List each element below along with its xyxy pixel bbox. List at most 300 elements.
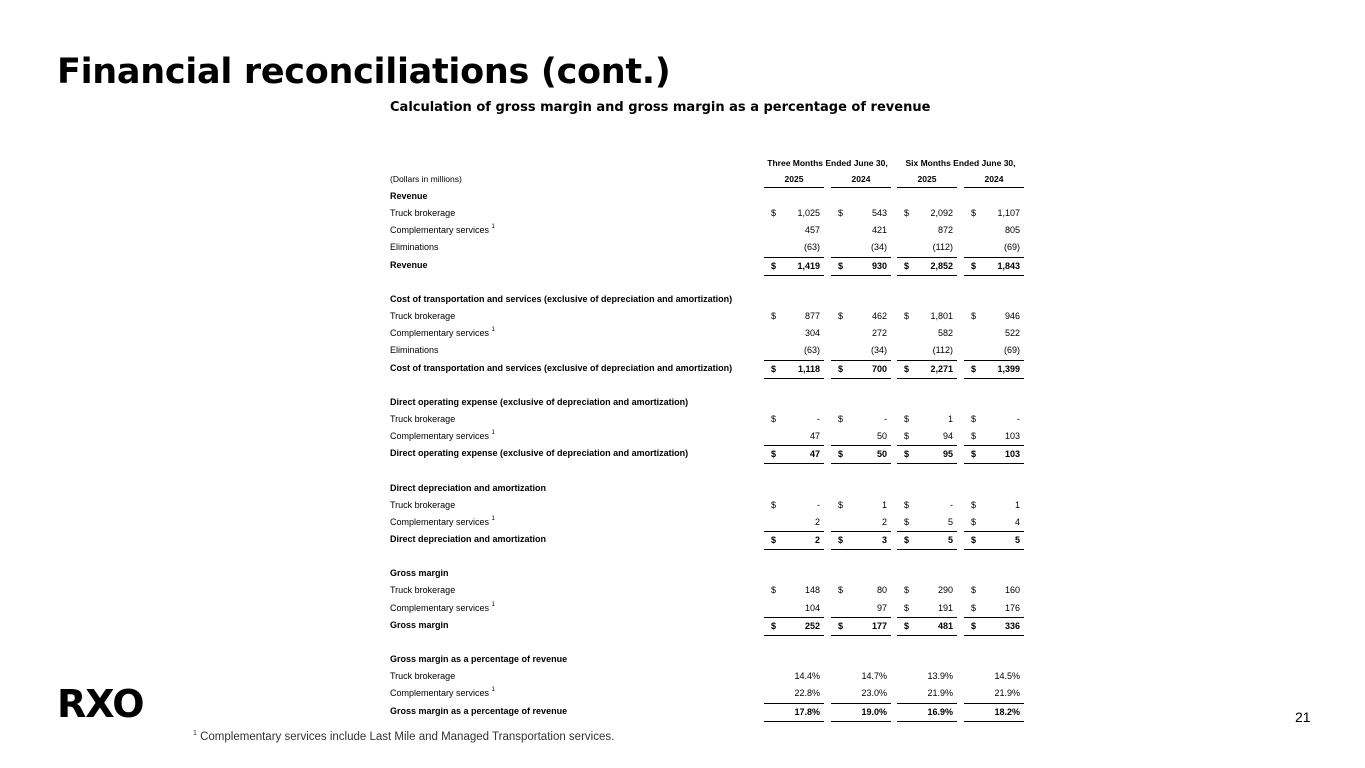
row-label-text: Complementary services xyxy=(390,328,490,339)
cell-value: 700 xyxy=(871,363,887,374)
value-cell xyxy=(964,205,1024,222)
cell-value: 543 xyxy=(871,208,887,219)
row-label xyxy=(390,428,495,445)
page-title: Financial reconciliations (cont.) xyxy=(57,52,671,92)
value-cell xyxy=(897,445,957,464)
cell-value: (112) xyxy=(932,242,953,253)
cell-value: 872 xyxy=(937,225,953,236)
cell-value: 97 xyxy=(876,602,887,613)
value-cell xyxy=(964,582,1024,599)
row-label xyxy=(390,685,495,702)
row-label xyxy=(390,703,567,720)
value-cell xyxy=(964,514,1024,531)
value-cell xyxy=(831,222,891,239)
cell-value: 1,025 xyxy=(797,208,820,219)
cell-value: 930 xyxy=(871,260,887,271)
value-cell xyxy=(964,703,1024,722)
row-label xyxy=(390,617,449,634)
footnote-ref: 1 xyxy=(491,601,495,608)
currency-symbol: $ xyxy=(838,620,844,631)
cell-value: 481 xyxy=(937,620,953,631)
currency-symbol: $ xyxy=(971,585,977,596)
value-cell xyxy=(764,582,824,599)
year-header: 2025 xyxy=(897,171,957,188)
row-label-text: Revenue xyxy=(390,191,428,201)
value-cell xyxy=(764,600,824,617)
value-cell xyxy=(964,222,1024,239)
cell-value: - xyxy=(884,413,887,424)
row-label xyxy=(390,531,546,548)
value-cell xyxy=(831,497,891,514)
value-cell xyxy=(897,497,957,514)
value-cell xyxy=(964,668,1024,685)
row-label-text: Gross margin xyxy=(390,568,449,579)
value-cell xyxy=(897,239,957,256)
row-label-text: Complementary services xyxy=(390,688,490,699)
value-cell xyxy=(831,325,891,342)
row-label xyxy=(390,480,546,497)
section-header-row xyxy=(388,651,1028,668)
currency-symbol: $ xyxy=(971,535,977,545)
currency-symbol: $ xyxy=(971,620,977,631)
cell-value: 14.4% xyxy=(794,671,820,682)
table-row xyxy=(388,668,1028,685)
row-label-text: Eliminations xyxy=(390,242,439,253)
currency-symbol: $ xyxy=(838,449,844,460)
value-cell xyxy=(831,308,891,325)
currency-symbol: $ xyxy=(971,260,977,271)
cell-value: 94 xyxy=(942,431,953,442)
value-cell xyxy=(831,685,891,702)
cell-value: 177 xyxy=(871,620,887,631)
row-label-text: Complementary services xyxy=(390,602,490,613)
row-label xyxy=(390,360,732,377)
cell-value: 47 xyxy=(809,431,820,442)
currency-symbol: $ xyxy=(904,585,910,596)
value-cell xyxy=(764,360,824,379)
value-cell xyxy=(831,600,891,617)
table-row xyxy=(388,325,1028,342)
table-row xyxy=(388,428,1028,445)
cell-value: 50 xyxy=(876,431,887,442)
row-label xyxy=(390,222,495,239)
value-cell xyxy=(964,428,1024,445)
cell-value: 457 xyxy=(804,225,820,236)
row-label-text: Revenue xyxy=(390,259,428,270)
row-label xyxy=(390,497,455,514)
row-label xyxy=(390,600,495,617)
cell-value: 5 xyxy=(947,535,953,545)
currency-symbol: $ xyxy=(838,499,844,510)
cell-value: 1,107 xyxy=(997,208,1020,219)
cell-value: 1,399 xyxy=(997,363,1020,374)
cell-value: 3 xyxy=(881,535,887,545)
currency-symbol: $ xyxy=(971,363,977,374)
currency-symbol: $ xyxy=(971,516,977,527)
currency-symbol: $ xyxy=(904,431,910,442)
table-row xyxy=(388,411,1028,428)
cell-value: 5 xyxy=(1014,535,1020,545)
value-cell xyxy=(831,360,891,379)
value-cell xyxy=(831,257,891,276)
currency-symbol: $ xyxy=(904,499,910,510)
currency-symbol: $ xyxy=(771,363,777,374)
value-cell xyxy=(897,222,957,239)
row-label-text: Complementary services xyxy=(390,431,490,442)
page-subtitle: Calculation of gross margin and gross margin as a percentage of revenue xyxy=(390,100,931,115)
value-cell xyxy=(764,445,824,464)
currency-symbol: $ xyxy=(838,535,844,545)
cell-value: 191 xyxy=(937,602,953,613)
currency-symbol: $ xyxy=(771,499,777,510)
currency-symbol: $ xyxy=(771,449,777,460)
cell-value: 2,271 xyxy=(930,363,953,374)
cell-value: 21.9% xyxy=(994,688,1020,699)
row-label xyxy=(390,205,455,222)
cell-value: 877 xyxy=(804,311,820,322)
currency-symbol: $ xyxy=(971,311,977,322)
total-row xyxy=(388,703,1028,720)
cell-value: 103 xyxy=(1004,431,1020,442)
cell-value: (34) xyxy=(870,242,887,253)
currency-symbol: $ xyxy=(904,602,910,613)
value-cell xyxy=(831,582,891,599)
currency-symbol: $ xyxy=(904,363,910,374)
table-row xyxy=(388,342,1028,359)
currency-symbol: $ xyxy=(904,311,910,322)
row-label-text: Gross margin as a percentage of revenue xyxy=(390,654,568,665)
footnote-ref: 1 xyxy=(491,687,495,694)
cell-value: - xyxy=(817,413,820,424)
cell-value: 2,852 xyxy=(930,260,953,271)
footnote-ref: 1 xyxy=(491,224,495,231)
group-header-six-months: Six Months Ended June 30, xyxy=(905,158,1016,168)
cell-value: 1 xyxy=(1014,499,1020,510)
footnote-ref: 1 xyxy=(491,515,495,522)
cell-value: 272 xyxy=(871,328,887,339)
cell-value: 50 xyxy=(876,449,887,460)
currency-symbol: $ xyxy=(904,413,910,424)
currency-symbol: $ xyxy=(771,311,777,322)
footnote-marker: 1 xyxy=(193,730,197,737)
year-header: 2025 xyxy=(764,171,824,188)
currency-symbol: $ xyxy=(904,449,910,460)
total-row xyxy=(388,445,1028,462)
row-label-text: Truck brokerage xyxy=(390,671,456,682)
footnote-ref: 1 xyxy=(491,327,495,334)
value-cell xyxy=(897,531,957,550)
row-label xyxy=(390,651,567,668)
cell-value: (69) xyxy=(1003,345,1020,356)
currency-symbol: $ xyxy=(838,585,844,596)
cell-value: 1 xyxy=(947,413,953,424)
value-cell xyxy=(764,428,824,445)
value-cell xyxy=(897,325,957,342)
cell-value: 22.8% xyxy=(794,688,820,699)
value-cell xyxy=(764,205,824,222)
units-label: (Dollars in millions) xyxy=(390,174,462,184)
cell-value: 1,801 xyxy=(930,311,953,322)
spacer-row xyxy=(388,462,1028,479)
year-header: 2024 xyxy=(964,171,1024,188)
cell-value: 103 xyxy=(1004,449,1020,460)
value-cell xyxy=(831,205,891,222)
currency-symbol: $ xyxy=(904,516,910,527)
cell-value: - xyxy=(817,499,820,510)
cell-value: 18.2% xyxy=(994,706,1020,717)
value-cell xyxy=(897,600,957,617)
row-label xyxy=(390,668,455,685)
cell-value: - xyxy=(950,499,953,510)
table-row xyxy=(388,685,1028,702)
row-label xyxy=(390,325,495,342)
cell-value: (63) xyxy=(803,345,820,356)
cell-value: - xyxy=(1017,413,1020,424)
value-cell xyxy=(764,531,824,550)
value-cell xyxy=(764,703,824,722)
cell-value: 16.9% xyxy=(927,706,953,717)
currency-symbol: $ xyxy=(971,208,977,219)
currency-symbol: $ xyxy=(904,208,910,219)
cell-value: 80 xyxy=(876,585,887,596)
row-label-text: Gross margin xyxy=(390,619,449,630)
row-label-text: Eliminations xyxy=(390,345,439,356)
total-row xyxy=(388,617,1028,634)
value-cell xyxy=(964,531,1024,550)
group-header-three-months: Three Months Ended June 30, xyxy=(767,158,888,168)
cell-value: 421 xyxy=(871,225,887,236)
section-header-row xyxy=(388,480,1028,497)
cell-value: 95 xyxy=(942,449,953,460)
row-label-text: Direct depreciation and amortization xyxy=(390,534,547,544)
table-row xyxy=(388,497,1028,514)
value-cell xyxy=(831,411,891,428)
page-number: 21 xyxy=(1295,709,1311,725)
row-label xyxy=(390,411,455,428)
cell-value: 19.0% xyxy=(861,706,887,717)
row-label xyxy=(390,582,455,599)
value-cell xyxy=(764,668,824,685)
row-label-text: Complementary services xyxy=(390,225,490,236)
value-cell xyxy=(764,497,824,514)
value-cell xyxy=(897,205,957,222)
value-cell xyxy=(831,428,891,445)
section-header-row xyxy=(388,394,1028,411)
value-cell xyxy=(964,257,1024,276)
currency-symbol: $ xyxy=(971,413,977,424)
row-label xyxy=(390,514,495,531)
cell-value: 462 xyxy=(871,311,887,322)
year-header: 2024 xyxy=(831,171,891,188)
value-cell xyxy=(897,703,957,722)
value-cell xyxy=(764,325,824,342)
value-cell xyxy=(764,342,824,359)
value-cell xyxy=(964,445,1024,464)
currency-symbol: $ xyxy=(904,535,910,545)
row-label-text: Cost of transportation and services (exclusive of depreciation and amortization) xyxy=(390,293,733,304)
currency-symbol: $ xyxy=(971,449,977,460)
row-label-text: Complementary services xyxy=(390,516,490,527)
row-label-text: Truck brokerage xyxy=(390,585,456,596)
value-cell xyxy=(964,308,1024,325)
cell-value: 160 xyxy=(1004,585,1020,596)
table-row xyxy=(388,239,1028,256)
value-cell xyxy=(964,360,1024,379)
cell-value: 47 xyxy=(809,449,820,460)
value-cell xyxy=(831,342,891,359)
currency-symbol: $ xyxy=(771,535,777,545)
cell-value: 946 xyxy=(1004,311,1020,322)
table-row xyxy=(388,205,1028,222)
spacer-row xyxy=(388,377,1028,394)
row-label-text: Direct operating expense (exclusive of depreciation and amortization) xyxy=(390,396,689,407)
table-row xyxy=(388,222,1028,239)
cell-value: 582 xyxy=(937,328,953,339)
value-cell xyxy=(831,514,891,531)
value-cell xyxy=(897,411,957,428)
value-cell xyxy=(831,239,891,256)
value-cell xyxy=(897,514,957,531)
cell-value: 2 xyxy=(881,516,887,527)
row-label-text: Direct operating expense (exclusive of depreciation and amortization) xyxy=(390,448,689,459)
value-cell xyxy=(897,668,957,685)
cell-value: 290 xyxy=(937,585,953,596)
cell-value: 14.7% xyxy=(861,671,887,682)
value-cell xyxy=(964,342,1024,359)
cell-value: 1,843 xyxy=(997,260,1020,271)
row-label xyxy=(390,239,439,256)
value-cell xyxy=(964,325,1024,342)
cell-value: 805 xyxy=(1004,225,1020,236)
footnote xyxy=(193,730,614,743)
row-label xyxy=(390,394,688,411)
value-cell xyxy=(897,617,957,636)
value-cell xyxy=(764,239,824,256)
currency-symbol: $ xyxy=(971,499,977,510)
cell-value: (69) xyxy=(1003,242,1020,253)
value-cell xyxy=(831,668,891,685)
table-row xyxy=(388,600,1028,617)
value-cell xyxy=(897,342,957,359)
value-cell xyxy=(831,617,891,636)
cell-value: 1,118 xyxy=(797,363,820,374)
cell-value: 104 xyxy=(804,602,820,613)
total-row xyxy=(388,360,1028,377)
cell-value: 2 xyxy=(814,535,820,545)
cell-value: 14.5% xyxy=(994,671,1020,682)
value-cell xyxy=(764,617,824,636)
rxo-logo: RXO xyxy=(57,682,144,726)
value-cell xyxy=(831,703,891,722)
value-cell xyxy=(764,222,824,239)
value-cell xyxy=(964,239,1024,256)
cell-value: (34) xyxy=(870,345,887,356)
value-cell xyxy=(764,411,824,428)
currency-symbol: $ xyxy=(838,311,844,322)
cell-value: 1,419 xyxy=(797,260,820,271)
value-cell xyxy=(897,360,957,379)
cell-value: 21.9% xyxy=(927,688,953,699)
footnote-ref: 1 xyxy=(491,430,495,437)
cell-value: 176 xyxy=(1004,602,1020,613)
value-cell xyxy=(764,685,824,702)
currency-symbol: $ xyxy=(771,260,777,271)
cell-value: 13.9% xyxy=(927,671,953,682)
value-cell xyxy=(764,514,824,531)
value-cell xyxy=(831,531,891,550)
value-cell xyxy=(964,497,1024,514)
value-cell xyxy=(897,308,957,325)
section-header-row xyxy=(388,188,1028,205)
currency-symbol: $ xyxy=(771,585,777,596)
currency-symbol: $ xyxy=(771,413,777,424)
row-label-text: Truck brokerage xyxy=(390,208,456,219)
value-cell xyxy=(964,617,1024,636)
currency-symbol: $ xyxy=(838,260,844,271)
cell-value: 1 xyxy=(881,499,887,510)
value-cell xyxy=(764,308,824,325)
total-row xyxy=(388,531,1028,548)
cell-value: 336 xyxy=(1004,620,1020,631)
table-row xyxy=(388,308,1028,325)
value-cell xyxy=(897,428,957,445)
currency-symbol: $ xyxy=(904,620,910,631)
row-label xyxy=(390,257,428,274)
row-label-text: Truck brokerage xyxy=(390,311,456,322)
row-label-text: Direct depreciation and amortization xyxy=(390,482,547,493)
currency-symbol: $ xyxy=(971,431,977,442)
cell-value: 148 xyxy=(804,585,820,596)
row-label-text: Cost of transportation and services (exclusive of depreciation and amortization) xyxy=(390,362,733,373)
value-cell xyxy=(831,445,891,464)
cell-value: 2,092 xyxy=(930,208,953,219)
footnote-text: Complementary services include Last Mile and Managed Transportation services. xyxy=(200,730,615,743)
spacer-row xyxy=(388,274,1028,291)
table-row xyxy=(388,514,1028,531)
currency-symbol: $ xyxy=(771,620,777,631)
section-header-row xyxy=(388,291,1028,308)
spacer-row xyxy=(388,548,1028,565)
cell-value: (112) xyxy=(932,345,953,356)
currency-symbol: $ xyxy=(971,602,977,613)
currency-symbol: $ xyxy=(838,413,844,424)
cell-value: 522 xyxy=(1004,328,1020,339)
row-label-text: Truck brokerage xyxy=(390,413,456,424)
value-cell xyxy=(897,582,957,599)
value-cell xyxy=(897,685,957,702)
cell-value: 23.0% xyxy=(861,688,887,699)
value-cell xyxy=(897,257,957,276)
table-row xyxy=(388,582,1028,599)
row-label xyxy=(390,308,455,325)
cell-value: (63) xyxy=(803,242,820,253)
currency-symbol: $ xyxy=(904,260,910,271)
cell-value: 17.8% xyxy=(794,706,820,717)
cell-value: 5 xyxy=(947,516,953,527)
currency-symbol: $ xyxy=(838,208,844,219)
row-label-text: Truck brokerage xyxy=(390,499,456,510)
value-cell xyxy=(964,411,1024,428)
currency-symbol: $ xyxy=(838,363,844,374)
row-label-text: Gross margin as a percentage of revenue xyxy=(390,705,568,716)
row-label xyxy=(390,291,732,308)
row-label xyxy=(390,188,428,205)
row-label xyxy=(390,565,449,582)
cell-value: 304 xyxy=(804,328,820,339)
section-header-row xyxy=(388,565,1028,582)
cell-value: 4 xyxy=(1014,516,1020,527)
cell-value: 2 xyxy=(814,516,820,527)
